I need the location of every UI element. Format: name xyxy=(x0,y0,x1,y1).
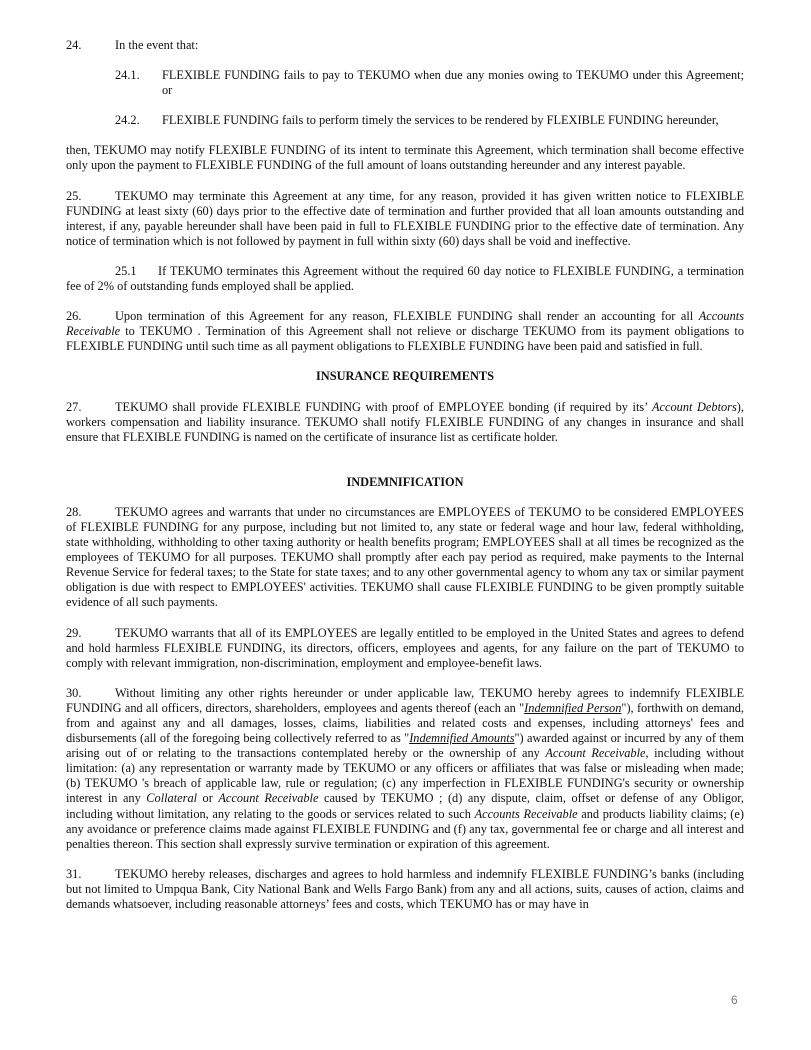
indemnification-heading: INDEMNIFICATION xyxy=(346,474,464,489)
section-30: 30. Without limiting any other rights hereunder or under applicable law, TEKUMO hereby agrees to indemnify FLEXIBLE FUNDING and all officers, directors, shareholders, employees and agents thereof (each an "Indemnified Person"), forthwith on demand, from and against any and all damages, losses, claims, liabilities and related costs and expenses, including attorneys' fees and disbursements (all of the foregoing being collectively referred to as "Indemnified Amounts") awarded against or incurred by any of them arising out of or relating to the transactions contemplated hereby or the ownership of any Account Receivable, including without limitation: (a) any representation or warranty made by TEKUMO or any officers or affiliates that was false or misleading when made; (b) TEKUMO 's breach of applicable law, rule or regulation; (c) any imperfection in FLEXIBLE FUNDING's security or ownership interest in any Collateral or Account Receivable caused by TEKUMO ; (d) any dispute, claim, offset or defense of any Obligor, including without limitation, any relating to the goods or services related to such Accounts Receivable and products liability claims; (e) any avoidance or preference claims made against FLEXIBLE FUNDING and (f) any tax, governmental fee or charge and all interest and penalties thereon. This section shall expressly survive termination or expiration of this agreement. xyxy=(66,685,744,851)
section-24-then: then, TEKUMO may notify FLEXIBLE FUNDING of its intent to terminate this Agreement, which termination shall become effective only upon the payment to FLEXIBLE FUNDING of the full amount of loans outstanding hereunder and any interest payable. xyxy=(66,143,744,173)
section-24-1: 24.1. FLEXIBLE FUNDING fails to pay to TEKUMO when due any monies owing to TEKUMO under this Agreement; or xyxy=(115,68,744,98)
section-25: 25. TEKUMO may terminate this Agreement at any time, for any reason, provided it has given written notice to FLEXIBLE FUNDING at least sixty (60) days prior to the effective date of termination and further provided that all loan amounts outstanding and interest, if any, payable hereunder shall have been paid in full to FLEXIBLE FUNDING prior to the effective date of termination. Any notice of termination which is not followed by payment in full within sixty (60) days shall be void and ineffective. xyxy=(66,188,744,248)
indemnified-person-term: Indemnified Person xyxy=(524,700,622,715)
section-24-intro: 24. In the event that: xyxy=(66,38,199,52)
section-26: 26. Upon termination of this Agreement for any reason, FLEXIBLE FUNDING shall render an accounting for all Accounts Receivable to TEKUMO . Termination of this Agreement shall not relieve or discharge TEKUMO from its payment obligations to FLEXIBLE FUNDING until such time as all payment obligations to FLEXIBLE FUNDING have been paid and satisfied in full. xyxy=(66,309,744,354)
section-24-2: 24.2. FLEXIBLE FUNDING fails to perform timely the services to be rendered by FLEXIBLE FUNDING hereunder, xyxy=(115,113,719,128)
section-27: 27. TEKUMO shall provide FLEXIBLE FUNDING with proof of EMPLOYEE bonding (if required by its’ Account Debtors), workers compensation and liability insurance. TEKUMO shall notify FLEXIBLE FUNDING of any changes in insurance and shall ensure that FLEXIBLE FUNDING is named on the certificate of insurance list as certificate holder. xyxy=(66,399,744,444)
section-28: 28. TEKUMO agrees and warrants that under no circumstances are EMPLOYEES of TEKUMO to be considered EMPLOYEES of FLEXIBLE FUNDING for any purpose, including but not limited to, any state or federal wage and hour law, federal withholding, state withholding, withholding to other taxing authority or health benefits program; EMPLOYEES shall at all times be recognized as the employees of TEKUMO for all purposes. TEKUMO shall promptly after each pay period as required, make payments to the Internal Revenue Service for federal taxes; to the State for state taxes; and to any other governmental agency to whom any tax or similar payment obligation is due with respect to EMPLOYEES' activities. TEKUMO shall cause FLEXIBLE FUNDING to be given promptly suitable evidence of all such payments. xyxy=(66,504,744,610)
section-29: 29. TEKUMO warrants that all of its EMPLOYEES are legally entitled to be employed in the United States and agrees to defend and hold harmless FLEXIBLE FUNDING, its directors, officers, employees and agents, for any failure on the part of TEKUMO to comply with relevant immigration, non-discrimination, employment and employee-benefit laws. xyxy=(66,625,744,670)
indemnified-amounts-term: Indemnified Amounts xyxy=(409,731,515,746)
insurance-heading: INSURANCE REQUIREMENTS xyxy=(316,369,494,384)
section-25-1: 25.1 If TEKUMO terminates this Agreement without the required 60 day notice to FLEXIBLE FUNDING, a termination fee of 2% of outstanding funds employed shall be applied. xyxy=(66,263,744,294)
page-number: 6 xyxy=(731,993,738,1007)
section-31: 31. TEKUMO hereby releases, discharges and agrees to hold harmless and indemnify FLEXIBLE FUNDING’s banks (including but not limited to Umpqua Bank, City National Bank and Wells Fargo Bank) from any and all actions, suits, causes of action, claims and demands whatsoever, including reasonable attorneys’ fees and costs, which TEKUMO has or may have in xyxy=(66,866,744,912)
document-page xyxy=(66,38,744,912)
